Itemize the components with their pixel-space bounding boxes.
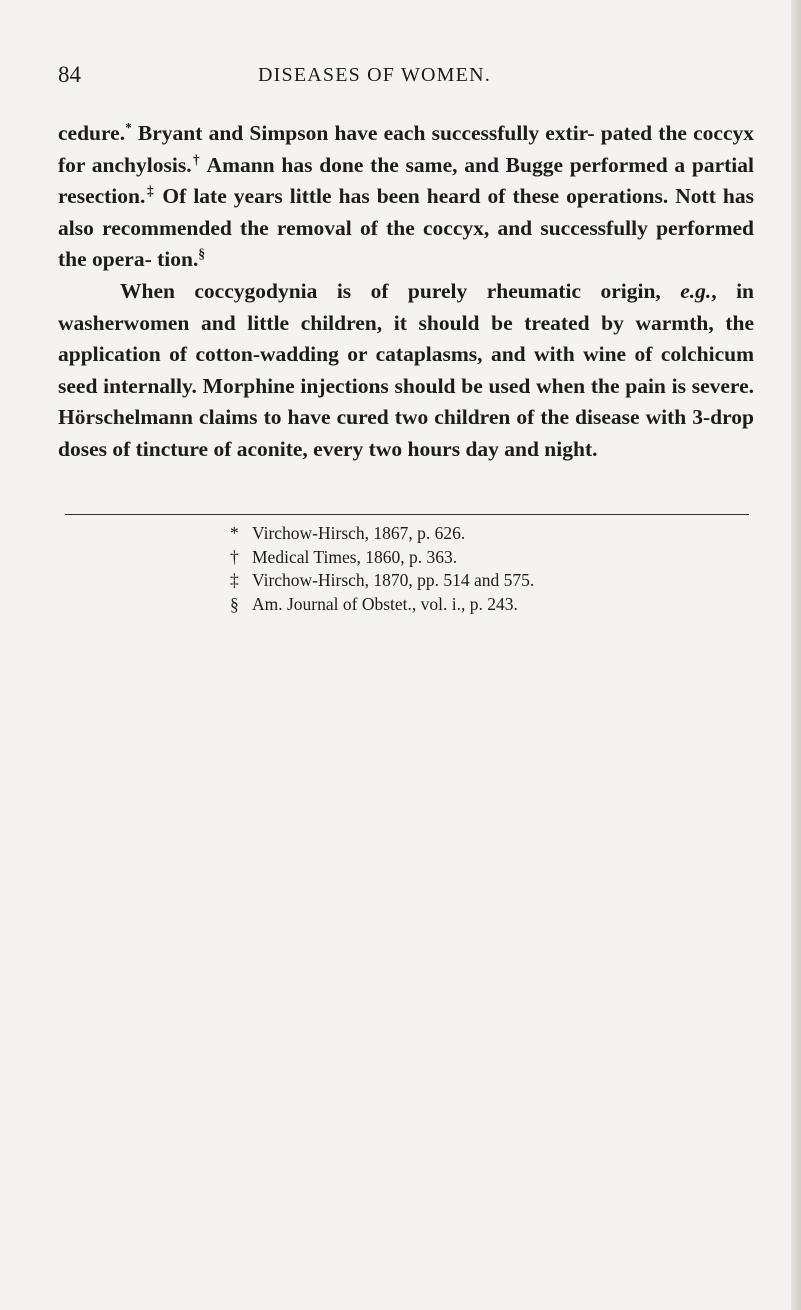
footnote-ref-2: †: [191, 151, 201, 167]
paragraph-rheumatic: [58, 276, 754, 466]
footnote-mark: †: [230, 546, 239, 567]
footnote-mark: *: [230, 523, 239, 543]
running-title: DISEASES OF WOMEN.: [258, 64, 491, 86]
footnote-mark: ‡: [230, 570, 239, 591]
p2-emphasis: e.g.: [680, 278, 712, 303]
footnote-ref-4: §: [198, 246, 205, 262]
footnotes: [230, 522, 750, 616]
footnote-text: Medical Times, 1860, p. 363.: [252, 546, 458, 567]
p2-text-1: When coccygodynia is of purely rheumatic origin,: [120, 278, 681, 303]
p1-text-2: Bryant and Simpson have each successfully extir- pated the coccyx for anchylosis.: [58, 121, 754, 177]
p1-text-4: Of late years little has been heard of these operations. Nott has also recommended the removal of the coccyx, and successfully performed the opera- tion.: [58, 184, 754, 272]
footnote-2: [230, 546, 750, 570]
footnote-mark: §: [230, 593, 239, 614]
page-number: 84: [58, 62, 81, 87]
footnote-text: Virchow-Hirsch, 1870, pp. 514 and 575.: [252, 570, 535, 591]
footnote-text: Am. Journal of Obstet., vol. i., p. 243.: [252, 593, 518, 614]
body-text: [58, 118, 754, 466]
running-head: [58, 62, 754, 92]
footnote-ref-3: ‡: [145, 183, 156, 199]
p1-text-1: cedure.: [58, 121, 126, 145]
footnote-3: [230, 569, 750, 593]
footnote-ref-1: *: [125, 119, 132, 135]
footnote-1: [230, 522, 750, 546]
footnote-rule: [65, 514, 749, 515]
page-edge-shadow: [791, 0, 801, 1310]
footnote-4: [230, 593, 750, 617]
p2-text-2: , in washerwomen and little children, it should be treated by warmth, the application of cotton-wadding or cataplasms, and with wine of colchicum seed internally. Morphine injections should be used when the pain is severe. Hörschelmann claims to have cured two children of the disease with 3-drop doses of tincture of aconite, every two hours day and night.: [58, 278, 754, 461]
p1-text-3: Amann has done the same, and Bugge performed a partial resection.: [58, 152, 754, 209]
paragraph-operations: [58, 118, 754, 276]
footnote-text: Virchow-Hirsch, 1867, p. 626.: [252, 523, 466, 543]
